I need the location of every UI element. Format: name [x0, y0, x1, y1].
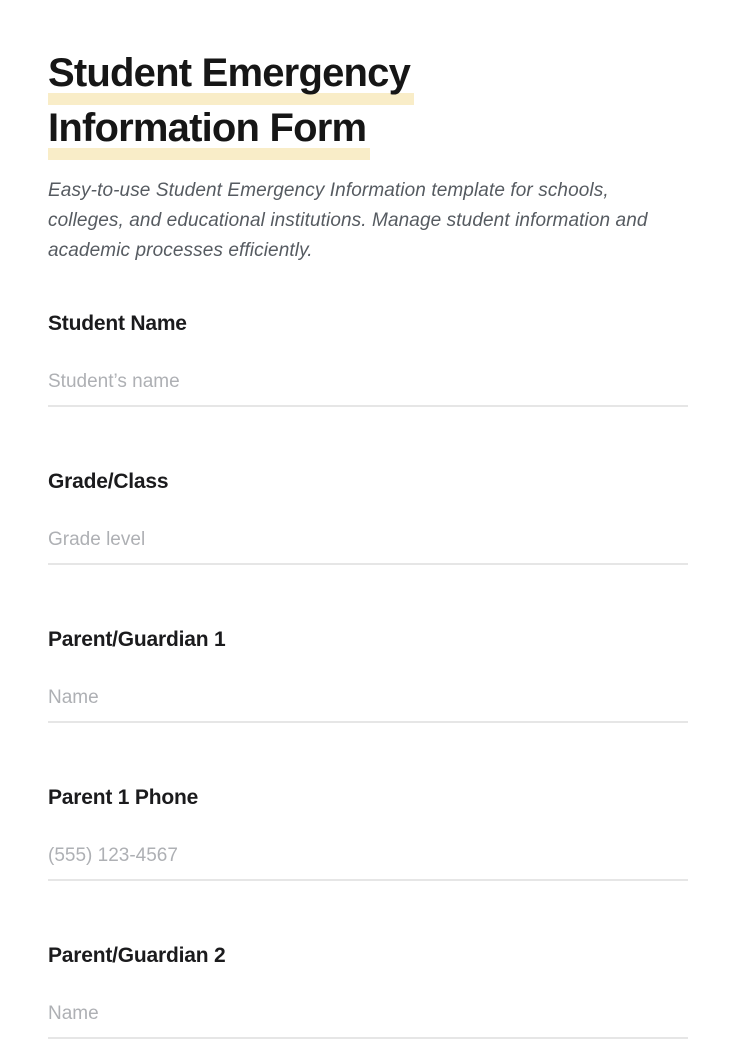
field-parent2-name — [48, 943, 688, 1039]
form-title — [48, 46, 688, 156]
field-parent1-phone — [48, 785, 688, 881]
grade-class-input[interactable] — [48, 530, 688, 565]
parent1-phone-input[interactable] — [48, 846, 688, 881]
parent1-phone-label: Parent 1 Phone — [48, 786, 199, 809]
field-student-name — [48, 311, 688, 407]
student-name-input[interactable] — [48, 372, 688, 407]
form-description-line3: academic processes efficiently. — [48, 240, 313, 261]
parent2-name-label: Parent/Guardian 2 — [48, 944, 226, 967]
student-name-label: Student Name — [48, 312, 187, 335]
parent1-name-label: Parent/Guardian 1 — [48, 628, 226, 651]
field-grade-class — [48, 469, 688, 565]
grade-class-label: Grade/Class — [48, 470, 169, 493]
form-description-line1: Easy-to-use Student Emergency Information template for schools, — [48, 180, 609, 201]
parent2-name-input[interactable] — [48, 1004, 688, 1039]
form-description-line2: colleges, and educational institutions. Manage student information and — [48, 210, 648, 231]
field-parent1-name — [48, 627, 688, 723]
form-description — [48, 176, 688, 266]
form-title-line1: Student Emergency — [48, 46, 410, 101]
form-title-line2: Information Form — [48, 101, 366, 156]
parent1-name-input[interactable] — [48, 688, 688, 723]
